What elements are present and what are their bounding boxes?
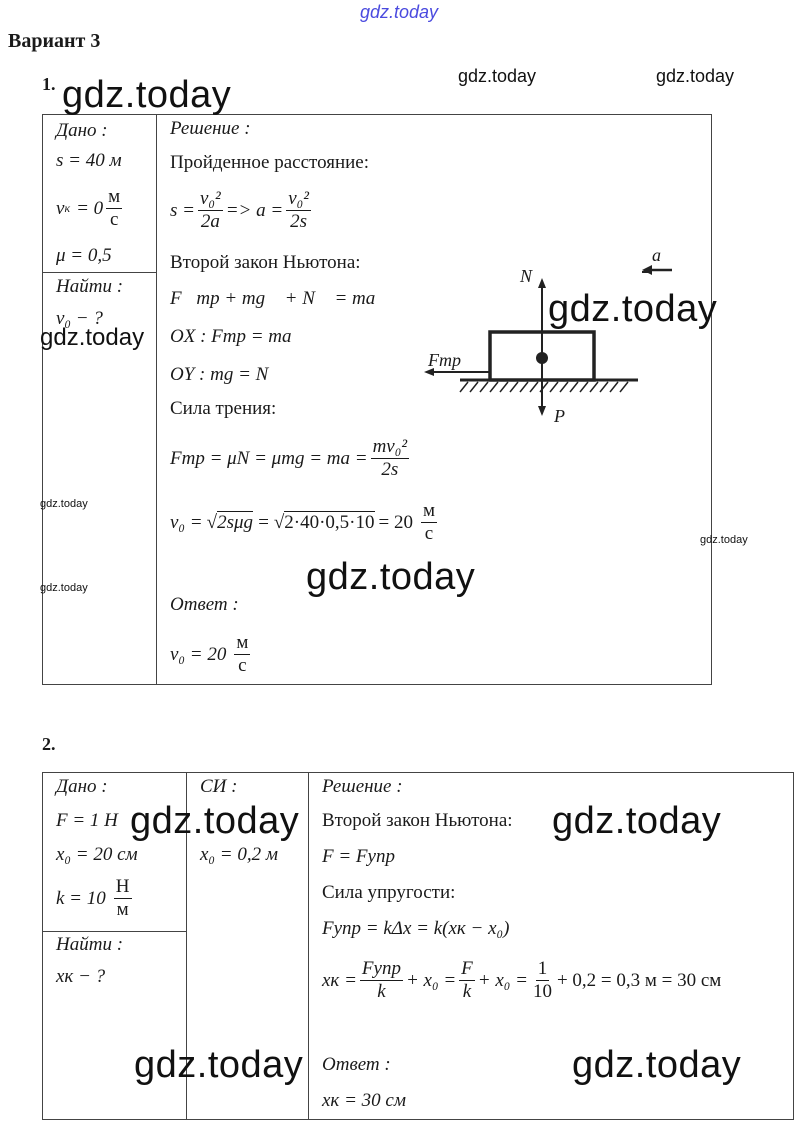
- p1-answer-unit-num: м: [236, 632, 249, 653]
- p2-line-newton: Второй закон Ньютона:: [322, 810, 513, 831]
- p1-formula-ox: OX : Fтр = ma: [170, 326, 292, 347]
- p1-ff-frac: [371, 436, 409, 481]
- p1-given-vk: [56, 186, 125, 231]
- watermark-p1-8: gdz.today: [40, 582, 88, 594]
- watermark-p2-4: gdz.today: [572, 1044, 742, 1086]
- p1-formula-friction: [170, 436, 412, 481]
- p1-answer: [170, 632, 253, 677]
- watermark-p1-5: gdz.today: [40, 324, 145, 351]
- variant-title: Вариант 3: [8, 30, 101, 52]
- p1-fv-unit-den: с: [424, 523, 434, 544]
- p2-f3-num3: 1: [537, 958, 548, 979]
- p1-fd-den1: 2a: [200, 211, 220, 232]
- p1-line-friction: Сила трения:: [170, 398, 277, 419]
- watermark-p1-4: gdz.today: [548, 288, 718, 330]
- p1-given-mu: μ = 0,5: [56, 245, 112, 266]
- p2-si-x0: x₀ = 0,2 м: [200, 844, 278, 865]
- p2-f3-num2: F: [461, 958, 473, 979]
- watermark-p2-1: gdz.today: [130, 800, 300, 842]
- p1-vk-unit-num: м: [108, 186, 121, 207]
- diagram-label-n: N: [520, 266, 533, 286]
- p1-fd-lhs: s =: [170, 199, 195, 221]
- watermark-p1-7: gdz.today: [700, 534, 748, 546]
- p2-formula-3: [322, 958, 721, 1003]
- p2-f3-frac1: [360, 958, 403, 1003]
- p1-vk-sub: к: [64, 201, 71, 215]
- watermark-p1-2: gdz.today: [458, 66, 537, 86]
- diagram-label-a: a: [652, 245, 661, 265]
- p1-vk-unit: [106, 186, 122, 231]
- p1-ff-lhs: Fтр = μN = μmg = ma =: [170, 447, 368, 469]
- diagram-label-friction: Fтр: [428, 350, 461, 370]
- p1-line-distance: Пройденное расстояние:: [170, 152, 370, 173]
- problem2-number: 2.: [42, 734, 56, 754]
- p1-vk-unit-den: с: [109, 209, 119, 230]
- ground-hatching: [460, 382, 628, 392]
- p2-k-prefix: k = 10: [56, 887, 106, 909]
- watermark-p1-3: gdz.today: [656, 66, 735, 86]
- p1-given-s: s = 40 м: [56, 150, 122, 171]
- p1-fd-frac1: [198, 188, 223, 233]
- p1-fv-unit-num: м: [422, 500, 435, 521]
- p2-f3-frac3: [531, 958, 554, 1003]
- watermark-top: gdz.today: [360, 2, 439, 22]
- p2-k-unit: [114, 876, 132, 921]
- watermark-p2-2: gdz.today: [552, 800, 722, 842]
- p2-f3-frac2: [459, 958, 475, 1003]
- p1-answer-unit-den: с: [238, 655, 247, 676]
- p1-find: v₀ − ?: [56, 308, 103, 329]
- p1-fd-num2: v₀²: [288, 188, 309, 209]
- problem1-given-divider: [42, 272, 157, 273]
- p2-given-f: F = 1 Н: [56, 810, 118, 831]
- p1-fv-unit: [421, 500, 437, 545]
- p2-si-label: СИ :: [200, 776, 238, 797]
- p2-f3-num1: Fупр: [361, 958, 401, 979]
- p1-fd-frac2: [286, 188, 311, 233]
- p2-line-elastic: Сила упругости:: [322, 882, 456, 903]
- p2-given-x0: x₀ = 20 см: [56, 844, 138, 865]
- p2-given-k: [56, 876, 135, 921]
- p2-k-unit-num: Н: [115, 876, 130, 897]
- p2-f3-den1: k: [377, 981, 386, 1002]
- p1-fv-eq: =: [257, 511, 270, 533]
- problem2-divider-2: [308, 772, 309, 1120]
- p2-f3-lhs: xк =: [322, 969, 357, 991]
- p2-k-unit-den: м: [116, 899, 129, 920]
- p1-line-newton: Второй закон Ньютона:: [170, 252, 361, 273]
- p2-given-label: Дано :: [56, 776, 108, 797]
- p1-fd-num1: v₀²: [199, 188, 221, 209]
- p2-f3-mid2: + x₀ =: [477, 969, 528, 991]
- p2-find: xк − ?: [56, 966, 106, 987]
- p1-fv-root1: 2sμg: [217, 511, 253, 533]
- p1-vk-value: = 0: [76, 197, 104, 219]
- p1-solution-label: Решение :: [170, 118, 251, 139]
- problem1-number: 1.: [42, 74, 56, 94]
- watermark-p2-3: gdz.today: [134, 1044, 304, 1086]
- p1-answer-lhs: v₀ = 20: [170, 643, 227, 665]
- p1-ff-num: mv₀²: [372, 436, 408, 457]
- p1-formula-distance: [170, 188, 314, 233]
- p2-answer: xк = 30 см: [322, 1090, 406, 1111]
- p2-formula-2: Fупр = kΔx = k(xк − x₀): [322, 918, 510, 939]
- acceleration-arrow-icon: [642, 264, 676, 276]
- p1-given-label: Дано :: [56, 120, 108, 141]
- p2-f3-tail: + 0,2 = 0,3 м = 30 см: [556, 969, 722, 991]
- p2-f3-den3: 10: [532, 981, 552, 1002]
- watermark-p1-1: gdz.today: [62, 74, 232, 116]
- p1-answer-label: Ответ :: [170, 594, 239, 615]
- p1-vk-symbol: v: [56, 197, 65, 219]
- diagram-label-p: P: [554, 406, 565, 426]
- p1-answer-unit: [234, 632, 250, 677]
- p2-f3-den2: k: [462, 981, 472, 1002]
- p1-find-label: Найти :: [56, 276, 124, 297]
- p2-find-label: Найти :: [56, 934, 124, 955]
- p1-ff-den: 2s: [381, 459, 399, 480]
- p1-formula-newton: F⃗тр + mg⃗ + N⃗ = ma⃗: [170, 288, 391, 309]
- watermark-p1-9: gdz.today: [306, 556, 476, 598]
- problem2-given-divider: [42, 931, 187, 932]
- p1-fd-den2: 2s: [290, 211, 308, 232]
- problem1-divider: [156, 114, 157, 685]
- p1-formula-oy: OY : mg = N: [170, 364, 269, 385]
- p2-f3-mid1: + x₀ =: [405, 969, 457, 991]
- p2-solution-label: Решение :: [322, 776, 403, 797]
- watermark-p1-6: gdz.today: [40, 498, 88, 510]
- p1-fv-result: = 20: [378, 511, 413, 533]
- p2-formula-1: F = Fупр: [322, 846, 395, 867]
- p1-fv-sqrt2: √2·40·0,5·10: [273, 511, 375, 533]
- p1-fv-lhs: v₀ =: [170, 511, 203, 533]
- p1-fv-root2: 2·40·0,5·10: [284, 511, 375, 533]
- p2-answer-label: Ответ :: [322, 1054, 391, 1075]
- p1-formula-v0: [170, 500, 440, 545]
- p1-fv-sqrt1: √2sμg: [206, 511, 253, 533]
- p1-fd-mid: => a =: [225, 199, 284, 221]
